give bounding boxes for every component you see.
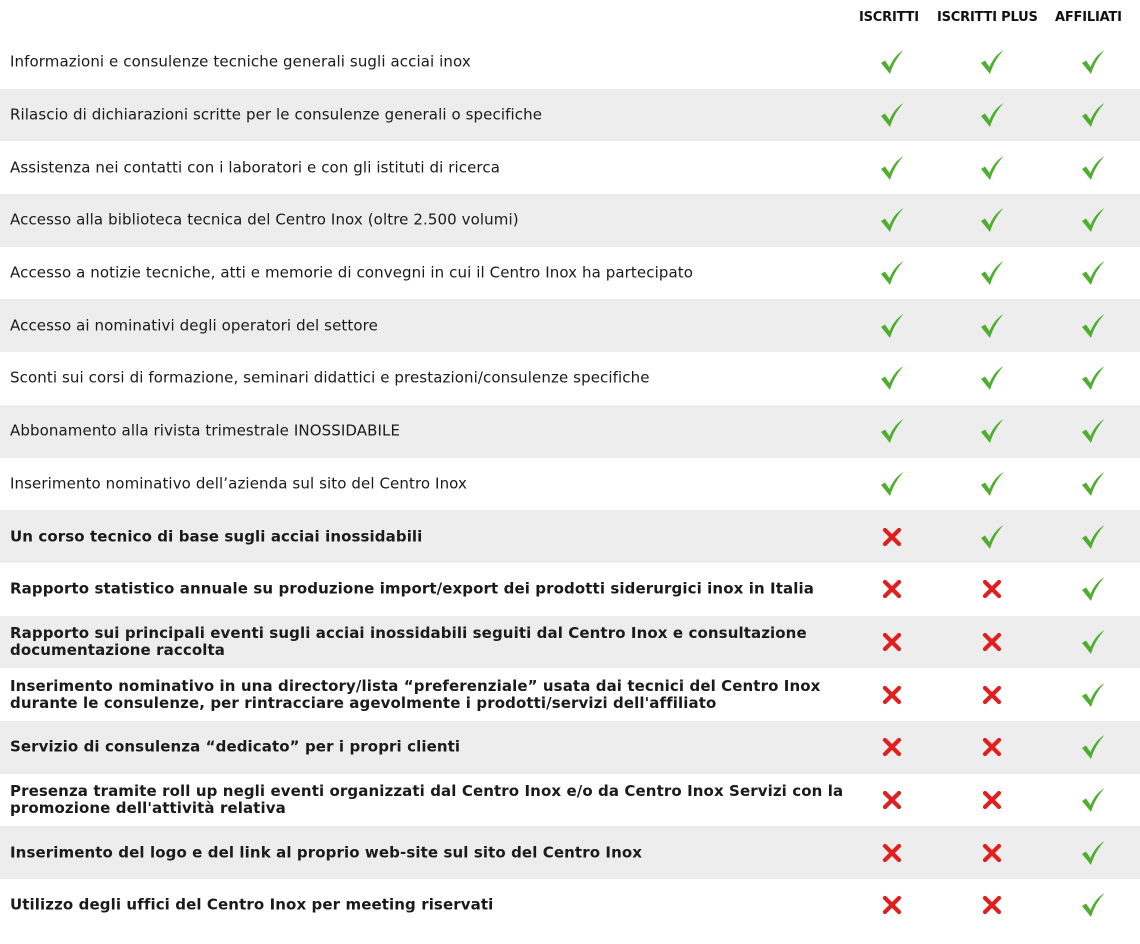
table-row [0, 405, 1140, 458]
check-icon [878, 470, 906, 498]
check-icon [978, 470, 1006, 498]
row-label: Presenza tramite roll up negli eventi organizzati dal Centro Inox e/o da Centro Inox Servizi con la promozione dell'attività relativa [10, 781, 844, 817]
column-header-iscritti: ISCRITTI [859, 10, 919, 25]
table-row [0, 194, 1140, 247]
table-row [0, 616, 1140, 669]
check-icon [1079, 891, 1107, 919]
cross-icon [878, 891, 906, 919]
check-icon [878, 417, 906, 445]
check-icon [1079, 786, 1107, 814]
cross-icon [978, 786, 1006, 814]
check-icon [878, 101, 906, 129]
row-label: Rapporto sui principali eventi sugli acciai inossidabili seguiti dal Centro Inox e consultazione documentazione raccolta [10, 623, 807, 659]
check-icon [978, 312, 1006, 340]
check-icon [878, 312, 906, 340]
cross-icon [878, 839, 906, 867]
check-icon [1079, 48, 1107, 76]
check-icon [1079, 470, 1107, 498]
table-row [0, 458, 1140, 511]
cross-icon [878, 523, 906, 551]
row-label: Servizio di consulenza “dedicato” per i propri clienti [10, 737, 461, 756]
cross-icon [978, 628, 1006, 656]
cross-icon [878, 575, 906, 603]
table-row [0, 721, 1140, 774]
row-label: Un corso tecnico di base sugli acciai inossidabili [10, 527, 423, 546]
table-row [0, 879, 1140, 932]
check-icon [1079, 101, 1107, 129]
table-row [0, 299, 1140, 352]
row-label: Assistenza nei contatti con i laboratori e con gli istituti di ricerca [10, 158, 501, 177]
check-icon [1079, 523, 1107, 551]
check-icon [1079, 628, 1107, 656]
cross-icon [978, 891, 1006, 919]
row-label: Abbonamento alla rivista trimestrale INOSSIDABILE [10, 421, 401, 440]
check-icon [878, 206, 906, 234]
row-label: Accesso ai nominativi degli operatori del settore [10, 316, 378, 335]
cross-icon [878, 628, 906, 656]
check-icon [978, 523, 1006, 551]
table-row [0, 826, 1140, 879]
check-icon [878, 259, 906, 287]
row-label: Inserimento del logo e del link al proprio web-site sul sito del Centro Inox [10, 843, 643, 862]
cross-icon [878, 733, 906, 761]
check-icon [1079, 681, 1107, 709]
check-icon [878, 364, 906, 392]
row-label: Rilascio di dichiarazioni scritte per le consulenze generali o specifiche [10, 105, 543, 124]
check-icon [1079, 364, 1107, 392]
row-label: Inserimento nominativo in una directory/lista “preferenziale” usata dai tecnici del Centro Inox durante le consulenze, per rintracciare agevolmente i prodotti/servizi dell'affiliato [10, 676, 821, 712]
row-label: Accesso alla biblioteca tecnica del Centro Inox (oltre 2.500 volumi) [10, 210, 519, 229]
check-icon [1079, 312, 1107, 340]
table-row [0, 352, 1140, 405]
check-icon [978, 48, 1006, 76]
table-row [0, 563, 1140, 616]
cross-icon [978, 839, 1006, 867]
column-header-affiliati: AFFILIATI [1055, 10, 1122, 25]
table-row [0, 774, 1140, 827]
table-row [0, 668, 1140, 721]
cross-icon [978, 575, 1006, 603]
row-label: Inserimento nominativo dell’azienda sul sito del Centro Inox [10, 474, 467, 493]
cross-icon [978, 681, 1006, 709]
row-label: Accesso a notizie tecniche, atti e memorie di convegni in cui il Centro Inox ha partecipato [10, 263, 694, 282]
table-row [0, 510, 1140, 563]
check-icon [1079, 839, 1107, 867]
check-icon [978, 259, 1006, 287]
cross-icon [878, 786, 906, 814]
check-icon [1079, 154, 1107, 182]
row-label: Informazioni e consulenze tecniche generali sugli acciai inox [10, 52, 471, 71]
check-icon [978, 364, 1006, 392]
check-icon [1079, 733, 1107, 761]
check-icon [978, 154, 1006, 182]
check-icon [878, 154, 906, 182]
row-label: Rapporto statistico annuale su produzione import/export dei prodotti siderurgici inox in Italia [10, 579, 814, 598]
row-label: Utilizzo degli uffici del Centro Inox per meeting riservati [10, 895, 494, 914]
column-header-iscritti-plus: ISCRITTI PLUS [937, 10, 1038, 25]
check-icon [1079, 417, 1107, 445]
row-label: Sconti sui corsi di formazione, seminari didattici e prestazioni/consulenze specifiche [10, 368, 650, 387]
check-icon [1079, 259, 1107, 287]
check-icon [978, 417, 1006, 445]
check-icon [1079, 575, 1107, 603]
table-header [0, 0, 1140, 36]
check-icon [878, 48, 906, 76]
check-icon [978, 206, 1006, 234]
table-row [0, 89, 1140, 142]
cross-icon [978, 733, 1006, 761]
table-row [0, 141, 1140, 194]
table-row [0, 247, 1140, 300]
table-body [0, 36, 1140, 932]
check-icon [1079, 206, 1107, 234]
cross-icon [878, 681, 906, 709]
check-icon [978, 101, 1006, 129]
table-row [0, 36, 1140, 89]
